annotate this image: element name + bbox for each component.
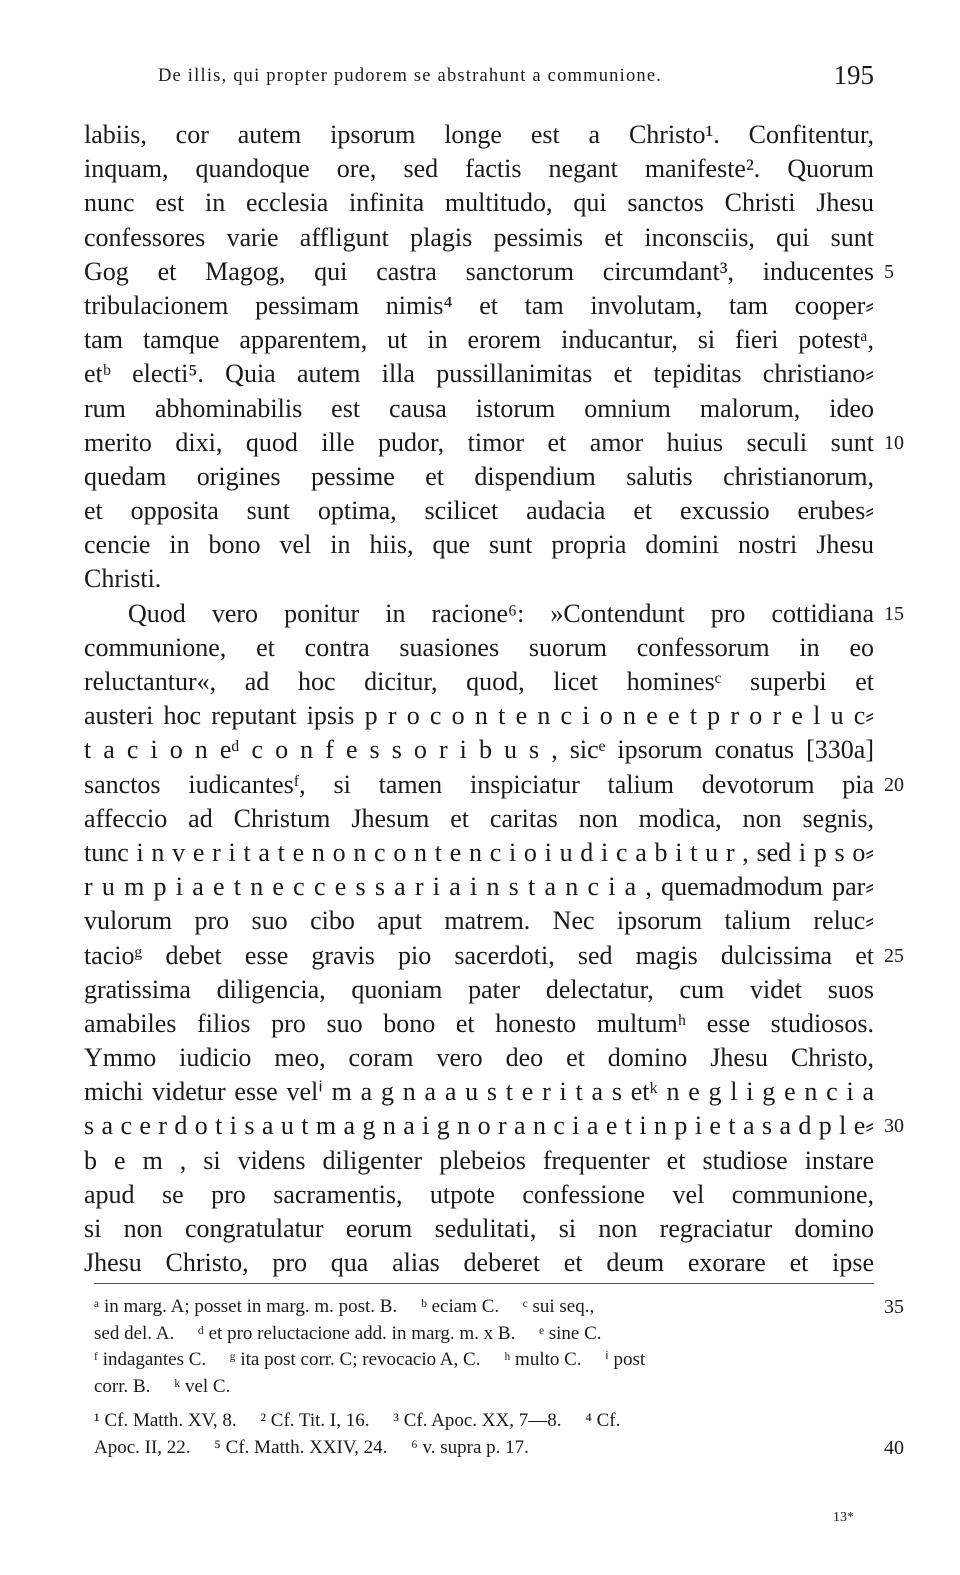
- note-text: ᶠ indagantes C. ᵍ ita post corr. C; revocacio A, C. ʰ multo C. ⁱ post: [94, 1349, 646, 1370]
- text-line: [84, 1212, 874, 1246]
- source-line: [94, 1408, 874, 1435]
- text-line: [84, 973, 874, 1007]
- text-line: [84, 186, 874, 220]
- line-text: merito dixi, quod ille pudor, timor et amor huius seculi sunt: [84, 427, 874, 457]
- text-line: [84, 870, 874, 904]
- text-line: [84, 836, 874, 870]
- line-text: rum abhominabilis est causa istorum omnium malorum, ideo: [84, 393, 874, 423]
- text-line: [84, 426, 904, 460]
- text-line: [84, 768, 904, 802]
- text-line: [84, 255, 894, 289]
- line-text: sanctos iudicantesᶠ, si tamen inspiciatur talium devotorum pia: [84, 769, 874, 799]
- line-text: amabiles filios pro suo bono et honesto multumʰ esse studiosos.: [84, 1008, 874, 1038]
- text-line: [84, 392, 874, 426]
- line-text: gratissima diligencia, quoniam pater delectatur, cum videt suos: [84, 974, 874, 1004]
- printer-signature: 13*: [833, 1510, 854, 1525]
- text-line: [84, 631, 874, 665]
- line-number: 20: [884, 773, 904, 796]
- text-line: [84, 562, 874, 596]
- apparatus-line: [94, 1321, 874, 1348]
- text-line: [84, 733, 874, 767]
- line-text: cencie in bono vel in hiis, que sunt propria domini nostri Jhesu: [84, 530, 874, 560]
- line-text: tacioᵍ debet esse gravis pio sacerdoti, sed magis dulcissima et: [84, 940, 874, 970]
- text-line: [84, 1144, 874, 1178]
- line-number: 40: [884, 1436, 904, 1459]
- line-number: 30: [884, 1115, 904, 1138]
- line-text: Christi.: [84, 564, 162, 594]
- apparatus-line: [94, 1347, 874, 1374]
- text-line: [84, 1075, 874, 1109]
- line-text: si non congratulatur eorum sedulitati, si non regraciatur domino: [84, 1214, 874, 1243]
- text-line: [84, 1041, 874, 1075]
- text-line: [84, 1109, 904, 1143]
- line-text: Gog et Magog, qui castra sanctorum circumdant³, inducentes: [84, 256, 874, 286]
- text-line: [84, 1007, 874, 1041]
- line-text: quedam origines pessime et dispendium salutis christianorum,: [84, 461, 874, 491]
- line-text: labiis, cor autem ipsorum longe est a Christo¹. Confitentur,: [84, 120, 874, 149]
- note-text: Apoc. II, 22. ⁵ Cf. Matth. XXIV, 24. ⁶ v. supra p. 17.: [94, 1436, 529, 1458]
- page-header: [158, 62, 874, 98]
- text-line: [84, 289, 874, 323]
- text-line: [84, 323, 874, 357]
- line-text: Jhesu Christo, pro qua alias deberet et deum exorare et ipse: [84, 1248, 874, 1278]
- apparatus-line: [94, 1374, 874, 1401]
- line-text: tunc i n v e r i t a t e n o n c o n t e n c i o i u d i c a b i t u r , sed i p s o⸗: [84, 837, 874, 867]
- line-text: communione, et contra suasiones suorum confessorum in eo: [84, 632, 874, 662]
- note-text: sed del. A. ᵈ et pro reluctacione add. in marg. m. x B. ᵉ sine C.: [94, 1322, 602, 1344]
- line-text: tribulacionem pessimam nimis⁴ et tam involutam, tam cooper⸗: [84, 290, 874, 320]
- text-line: [84, 699, 874, 733]
- line-text: b e m , si videns diligenter plebeios frequenter et studiose instare: [84, 1145, 874, 1175]
- running-head: De illis, qui propter pudorem se abstrahunt a communione.: [158, 66, 663, 86]
- text-line: [84, 118, 874, 152]
- line-text: Quod vero ponitur in racione⁶: »Contendunt pro cottidiana: [128, 598, 874, 628]
- line-number: 15: [884, 602, 904, 625]
- text-line: [84, 1178, 874, 1212]
- line-text: t a c i o n eᵈ c o n f e s s o r i b u s , sicᵉ ipsorum conatus [330a]: [84, 735, 874, 765]
- text-line: [84, 597, 904, 631]
- line-text: nunc est in ecclesia infinita multitudo, qui sanctos Christi Jhesu: [84, 188, 874, 218]
- line-text: s a c e r d o t i s a u t m a g n a i g n o r a n c i a e t i n p i e t a s a d p l e⸗: [84, 1111, 874, 1141]
- line-text: et opposita sunt optima, scilicet audacia et excussio erubes⸗: [84, 496, 874, 526]
- line-number: 10: [884, 431, 904, 454]
- text-line: [84, 460, 874, 494]
- line-text: vulorum pro suo cibo aput matrem. Nec ipsorum talium reluc⸗: [84, 906, 874, 936]
- line-text: Ymmo iudicio meo, coram vero deo et domino Jhesu Christo,: [84, 1043, 874, 1073]
- line-text: confessores varie affligunt plagis pessimis et inconsciis, qui sunt: [84, 222, 874, 252]
- text-line: [84, 665, 874, 699]
- critical-apparatus: [94, 1294, 904, 1461]
- line-text: etᵇ electi⁵. Quia autem illa pussillanimitas et tepiditas christiano⸗: [84, 359, 874, 389]
- text-line: [84, 939, 904, 973]
- line-text: r u m p i a e t n e c c e s s a r i a i n s t a n c i a , quemadmodum par⸗: [84, 872, 874, 902]
- line-text: tam tamque apparentem, ut in erorem inducantur, si fieri potestᵃ,: [84, 325, 874, 355]
- text-line: [84, 904, 874, 938]
- line-text: affeccio ad Christum Jhesum et caritas non modica, non segnis,: [84, 803, 874, 833]
- line-text: apud se pro sacramentis, utpote confessione vel communione,: [84, 1179, 874, 1209]
- text-line: [84, 494, 874, 528]
- apparatus-line: [94, 1294, 904, 1321]
- line-text: inquam, quandoque ore, sed factis negant manifeste². Quorum: [84, 154, 874, 184]
- note-text: corr. B. ᵏ vel C.: [94, 1375, 231, 1397]
- text-line: [84, 1246, 874, 1280]
- text-line: [84, 357, 874, 391]
- note-text: ᵃ in marg. A; posset in marg. m. post. B. ᵇ eciam C. ᶜ sui seq.,: [94, 1296, 595, 1317]
- line-text: reluctantur«, ad hoc dicitur, quod, licet hominesᶜ superbi et: [84, 667, 874, 696]
- line-text: michi videtur esse velⁱ m a g n a a u s t e r i t a s etᵏ n e g l i g e n c i a: [84, 1077, 874, 1107]
- text-line: [84, 528, 874, 562]
- line-number: 35: [884, 1296, 904, 1318]
- note-text: ¹ Cf. Matth. XV, 8. ² Cf. Tit. I, 16. ³ Cf. Apoc. XX, 7—8. ⁴ Cf.: [94, 1410, 621, 1431]
- main-text: [84, 118, 904, 1280]
- text-line: [84, 152, 874, 186]
- text-line: [84, 221, 874, 255]
- line-number: 25: [884, 944, 904, 967]
- page-number: 195: [833, 60, 874, 90]
- footnote-rule: [94, 1283, 874, 1284]
- line-number: 5: [884, 260, 894, 283]
- source-line: [94, 1435, 904, 1462]
- line-text: austeri hoc reputant ipsis p r o c o n t e n c i o n e e t p r o r e l u c⸗: [84, 701, 874, 731]
- text-line: [84, 802, 874, 836]
